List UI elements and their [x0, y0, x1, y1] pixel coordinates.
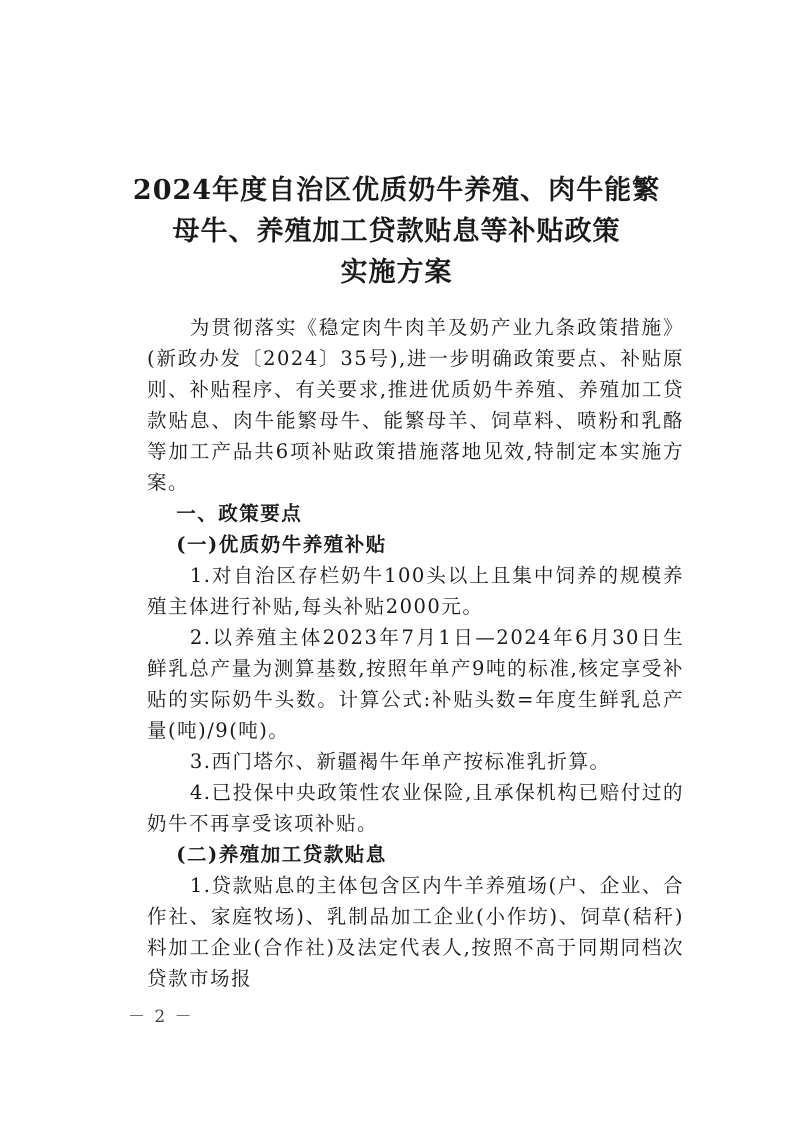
document-body [147, 312, 684, 994]
list-item: 3.西门塔尔、新疆褐牛年单产按标准乳折算。 [189, 750, 611, 773]
list-item: 4.已投保中央政策性农业保险,且承保机构已赔付过的奶牛不再享受该项补贴。 [147, 781, 684, 835]
list-item: 1.对自治区存栏奶牛100头以上且集中饲养的规模养殖主体进行补贴,每头补贴2000元。 [147, 564, 684, 618]
page-number: － 2 － [128, 1007, 194, 1027]
title-line-1: 2024年度自治区优质奶牛养殖、肉牛能繁 [132, 175, 661, 206]
section-heading-policy-points: 一、政策要点 [176, 502, 303, 525]
title-line-2: 母牛、养殖加工贷款贴息等补贴政策 [172, 216, 621, 247]
document-title [100, 170, 693, 293]
list-item: 2.以养殖主体2023年7月1日—2024年6月30日生鲜乳总产量为测算基数,按照年单产9吨的标准,核定享受补贴的实际奶牛头数。计算公式:补贴头数=年度生鲜乳总产量(吨)/9(吨)。 [147, 626, 684, 742]
subsection-heading-dairy-subsidy: (一)优质奶牛养殖补贴 [176, 533, 387, 556]
subsection-heading-loan-interest: (二)养殖加工贷款贴息 [176, 843, 387, 866]
list-item: 1.贷款贴息的主体包含区内牛羊养殖场(户、企业、合作社、家庭牧场)、乳制品加工企业(小作坊)、饲草(秸秆)料加工企业(合作社)及法定代表人,按照不高于同期同档次贷款市场报 [147, 874, 684, 990]
intro-paragraph: 为贯彻落实《稳定肉牛肉羊及奶产业九条政策措施》(新政办发〔2024〕35号),进一步明确政策要点、补贴原则、补贴程序、有关要求,推进优质奶牛养殖、养殖加工贷款贴息、肉牛能繁母牛、能繁母羊、饲草料、喷粉和乳酪等加工产品共6项补贴政策措施落地见效,特制定本实施方案。 [147, 316, 684, 494]
title-line-3: 实施方案 [340, 257, 453, 288]
